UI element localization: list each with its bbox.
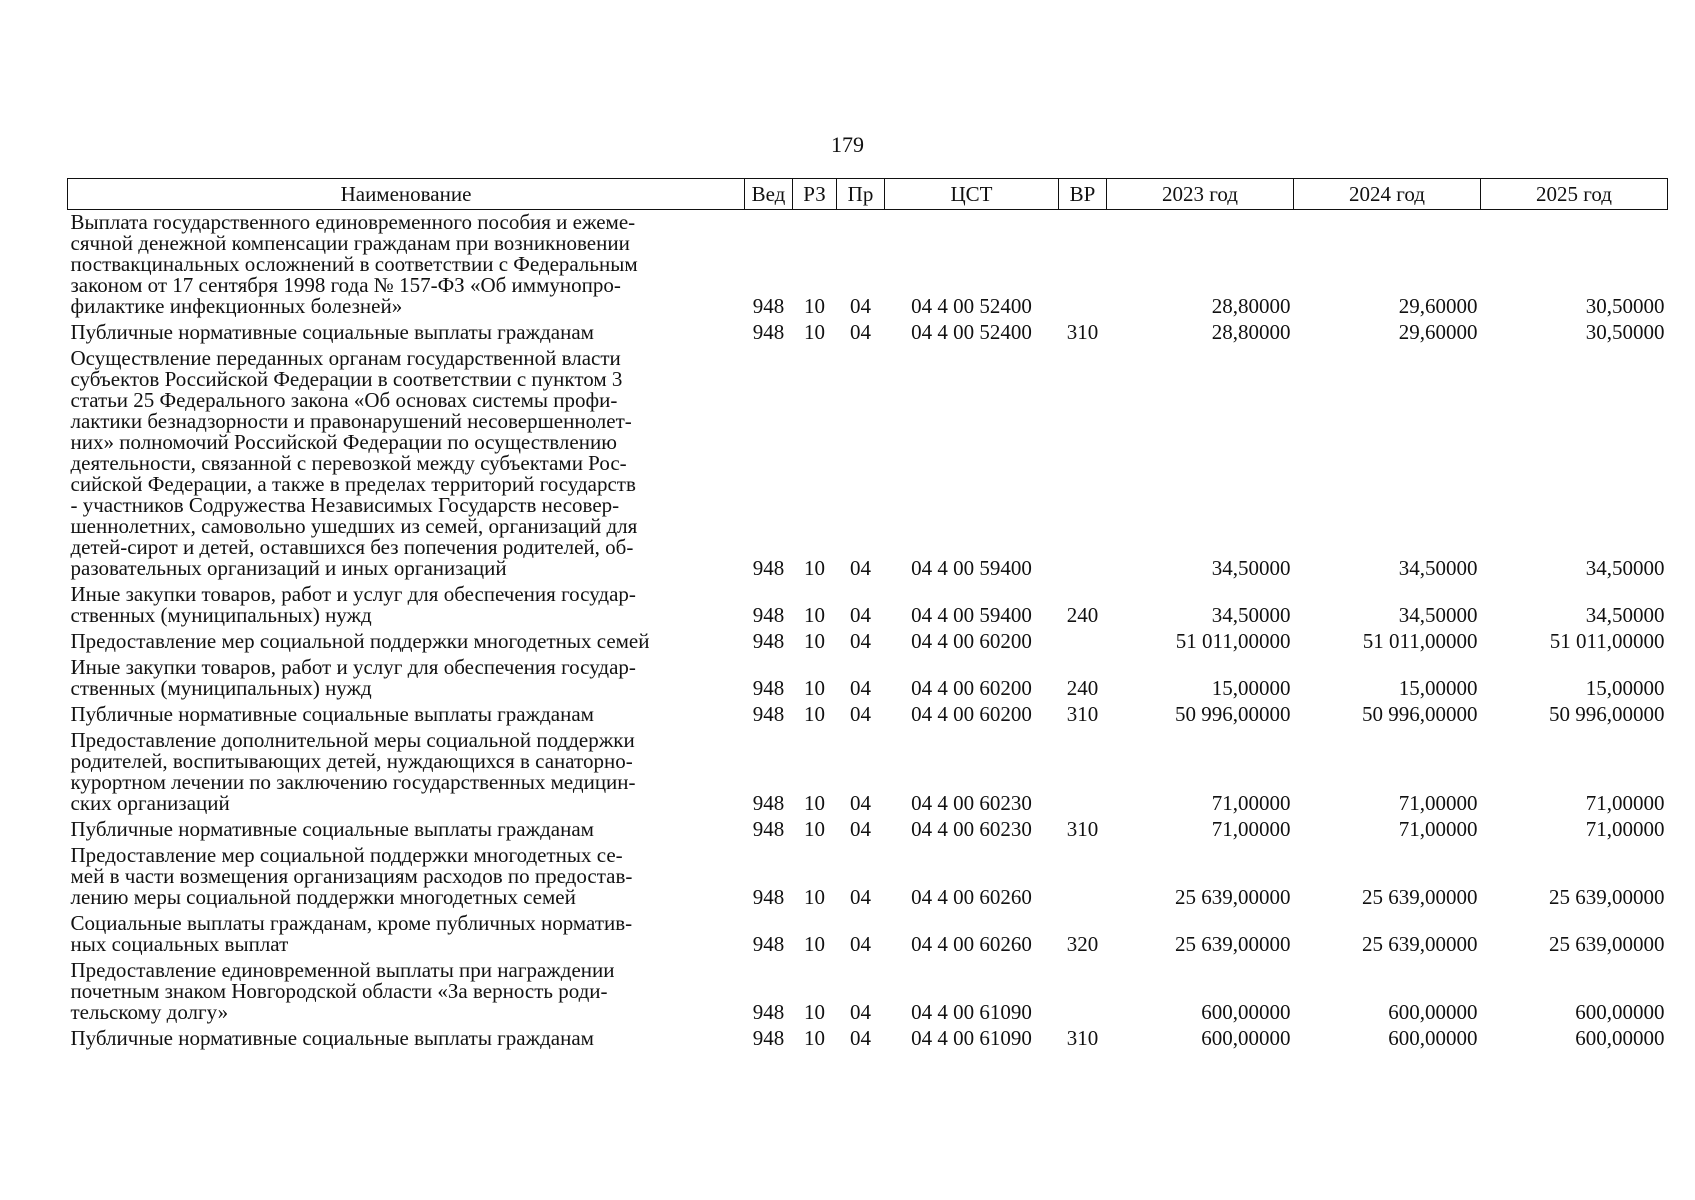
cell-cst: 04 4 00 52400	[911, 320, 1032, 344]
budget-table	[67, 178, 1668, 1052]
cell-name: Предоставление мер социальной поддержки многодетных семей	[70, 629, 650, 653]
table-row	[68, 629, 1668, 655]
header-2023: 2023 год	[1107, 179, 1294, 210]
cell-2023: 34,50000	[1211, 556, 1291, 580]
cell-2024: 600,00000	[1388, 1026, 1478, 1050]
table-body	[68, 210, 1668, 1053]
cell-ved: 948	[752, 320, 785, 344]
cell-2023: 71,00000	[1211, 817, 1291, 841]
header-vr: ВР	[1059, 179, 1107, 210]
cell-cst: 04 4 00 59400	[911, 556, 1032, 580]
cell-2025: 34,50000	[1585, 556, 1665, 580]
cell-2025: 30,50000	[1585, 294, 1665, 318]
cell-vr: 310	[1066, 320, 1099, 344]
cell-vr: 310	[1066, 1026, 1099, 1050]
cell-2023: 25 639,00000	[1175, 932, 1291, 956]
cell-cst: 04 4 00 60200	[911, 629, 1032, 653]
cell-cst: 04 4 00 60230	[911, 791, 1032, 815]
cell-pr: 04	[850, 320, 871, 344]
cell-rz: 10	[804, 603, 825, 627]
page-number: 179	[831, 132, 864, 157]
cell-2023: 51 011,00000	[1175, 629, 1291, 653]
cell-pr: 04	[850, 702, 871, 726]
cell-cst: 04 4 00 60230	[911, 817, 1032, 841]
header-2024: 2024 год	[1294, 179, 1481, 210]
cell-cst: 04 4 00 60200	[911, 702, 1032, 726]
header-2025: 2025 год	[1481, 179, 1668, 210]
cell-pr: 04	[850, 676, 871, 700]
cell-cst: 04 4 00 59400	[911, 603, 1032, 627]
cell-2023: 600,00000	[1201, 1000, 1291, 1024]
cell-rz: 10	[804, 885, 825, 909]
cell-2023: 28,80000	[1211, 294, 1291, 318]
cell-2025: 71,00000	[1585, 817, 1665, 841]
cell-2023: 25 639,00000	[1175, 885, 1291, 909]
cell-2025: 600,00000	[1575, 1026, 1665, 1050]
cell-rz: 10	[804, 676, 825, 700]
cell-cst: 04 4 00 60260	[911, 932, 1032, 956]
table-row	[68, 843, 1668, 911]
cell-2024: 29,60000	[1398, 320, 1478, 344]
cell-pr: 04	[850, 1026, 871, 1050]
cell-2025: 71,00000	[1585, 791, 1665, 815]
cell-pr: 04	[850, 791, 871, 815]
cell-2024: 34,50000	[1398, 556, 1478, 580]
cell-rz: 10	[804, 702, 825, 726]
cell-cst: 04 4 00 60200	[911, 676, 1032, 700]
cell-rz: 10	[804, 817, 825, 841]
cell-2025: 30,50000	[1585, 320, 1665, 344]
cell-2025: 15,00000	[1585, 676, 1665, 700]
cell-2024: 600,00000	[1388, 1000, 1478, 1024]
cell-pr: 04	[850, 885, 871, 909]
cell-vr: 320	[1066, 932, 1099, 956]
table-row	[68, 210, 1668, 321]
cell-ved: 948	[752, 1000, 785, 1024]
cell-ved: 948	[752, 885, 785, 909]
cell-ved: 948	[752, 556, 785, 580]
header-cst: ЦСТ	[885, 179, 1059, 210]
cell-2025: 50 996,00000	[1549, 702, 1665, 726]
table-row	[68, 320, 1668, 346]
cell-2023: 50 996,00000	[1175, 702, 1291, 726]
header-rz: РЗ	[793, 179, 837, 210]
cell-vr	[1059, 210, 1107, 321]
cell-name: Иные закупки товаров, работ и услуг для обеспечения государ- ственных (муниципальных) нужд	[70, 582, 636, 627]
cell-rz: 10	[804, 294, 825, 318]
table-row	[68, 346, 1668, 582]
table-row	[68, 911, 1668, 958]
cell-ved: 948	[752, 817, 785, 841]
cell-ved: 948	[752, 676, 785, 700]
table-row	[68, 728, 1668, 817]
cell-ved: 948	[752, 702, 785, 726]
cell-vr: 310	[1066, 817, 1099, 841]
table-row	[68, 702, 1668, 728]
cell-2024: 25 639,00000	[1362, 932, 1478, 956]
cell-2023: 34,50000	[1211, 603, 1291, 627]
cell-2024: 71,00000	[1398, 791, 1478, 815]
cell-2025: 25 639,00000	[1549, 932, 1665, 956]
cell-pr: 04	[850, 556, 871, 580]
cell-name: Предоставление мер социальной поддержки многодетных се- мей в части возмещения организациям расходов по предостав- лению меры социальной поддержки многодетных семей	[70, 843, 633, 909]
cell-pr: 04	[850, 817, 871, 841]
cell-rz: 10	[804, 320, 825, 344]
cell-2023: 15,00000	[1211, 676, 1291, 700]
cell-vr: 310	[1066, 702, 1099, 726]
cell-vr	[1059, 958, 1107, 1026]
cell-2023: 71,00000	[1211, 791, 1291, 815]
header-name: Наименование	[68, 179, 745, 210]
cell-2024: 50 996,00000	[1362, 702, 1478, 726]
cell-rz: 10	[804, 556, 825, 580]
cell-cst: 04 4 00 61090	[911, 1000, 1032, 1024]
cell-ved: 948	[752, 629, 785, 653]
cell-ved: 948	[752, 932, 785, 956]
cell-2023: 600,00000	[1201, 1026, 1291, 1050]
cell-vr: 240	[1066, 676, 1099, 700]
cell-cst: 04 4 00 52400	[911, 294, 1032, 318]
cell-cst: 04 4 00 60260	[911, 885, 1032, 909]
cell-vr: 240	[1066, 603, 1099, 627]
table-row	[68, 655, 1668, 702]
cell-cst: 04 4 00 61090	[911, 1026, 1032, 1050]
cell-name: Выплата государственного единовременного пособия и ежеме- сячной денежной компенсации гражданам при возникновении поствакцинальных осложнений в соответствии с Федеральным законом от 17 сентября 1998 года № 157-ФЗ «Об иммунопро- филактике инфекционных болезней»	[70, 210, 638, 318]
cell-rz: 10	[804, 629, 825, 653]
cell-2024: 71,00000	[1398, 817, 1478, 841]
cell-rz: 10	[804, 932, 825, 956]
cell-2025: 600,00000	[1575, 1000, 1665, 1024]
cell-name: Публичные нормативные социальные выплаты гражданам	[70, 817, 594, 841]
cell-2024: 29,60000	[1398, 294, 1478, 318]
table-row	[68, 817, 1668, 843]
header-ved: Вед	[745, 179, 793, 210]
table-header-row	[68, 179, 1668, 210]
cell-pr: 04	[850, 629, 871, 653]
table-row	[68, 582, 1668, 629]
cell-ved: 948	[752, 294, 785, 318]
cell-2024: 25 639,00000	[1362, 885, 1478, 909]
cell-name: Предоставление единовременной выплаты при награждении почетным знаком Новгородской области «За верность роди- тельскому долгу»	[70, 958, 615, 1024]
table-row	[68, 1026, 1668, 1052]
cell-2025: 34,50000	[1585, 603, 1665, 627]
cell-rz: 10	[804, 1000, 825, 1024]
cell-2024: 51 011,00000	[1362, 629, 1478, 653]
cell-rz: 10	[804, 1026, 825, 1050]
cell-2024: 34,50000	[1398, 603, 1478, 627]
cell-ved: 948	[752, 603, 785, 627]
cell-2023: 28,80000	[1211, 320, 1291, 344]
cell-vr	[1059, 843, 1107, 911]
table-row	[68, 958, 1668, 1026]
cell-name: Публичные нормативные социальные выплаты гражданам	[70, 320, 594, 344]
cell-pr: 04	[850, 603, 871, 627]
cell-vr	[1059, 346, 1107, 582]
cell-pr: 04	[850, 932, 871, 956]
cell-vr	[1059, 728, 1107, 817]
cell-name: Предоставление дополнительной меры социальной поддержки родителей, воспитывающих детей, нуждающихся в санаторно- курортном лечении по заключению государственных медицин- ских организаций	[70, 728, 636, 815]
cell-pr: 04	[850, 1000, 871, 1024]
cell-ved: 948	[752, 791, 785, 815]
cell-ved: 948	[752, 1026, 785, 1050]
cell-name: Иные закупки товаров, работ и услуг для обеспечения государ- ственных (муниципальных) нужд	[70, 655, 636, 700]
cell-2024: 15,00000	[1398, 676, 1478, 700]
cell-name: Социальные выплаты гражданам, кроме публичных норматив- ных социальных выплат	[70, 911, 633, 956]
cell-name: Публичные нормативные социальные выплаты гражданам	[70, 702, 594, 726]
cell-pr: 04	[850, 294, 871, 318]
cell-2025: 51 011,00000	[1549, 629, 1665, 653]
cell-rz: 10	[804, 791, 825, 815]
cell-vr	[1059, 629, 1107, 655]
header-pr: Пр	[837, 179, 885, 210]
cell-2025: 25 639,00000	[1549, 885, 1665, 909]
cell-name: Публичные нормативные социальные выплаты гражданам	[70, 1026, 594, 1050]
cell-name: Осуществление переданных органам государственной власти субъектов Российской Федерации в соответствии с пунктом 3 статьи 25 Федерального закона «Об основах системы профи- лактики безнадзорности и правонарушений несовершеннолет- них» полномочий Российской Федерации по осуществлению деятельности, связанной с перевозкой между субъектами Рос- сийской Федерации, а также в пределах территорий государств - участников Содружества Независимых Государств несовер- шеннолетних, самовольно ушедших из семей, организаций для детей-сирот и детей, оставшихся без попечения родителей, об- разовательных организаций и иных организаций	[70, 346, 638, 580]
